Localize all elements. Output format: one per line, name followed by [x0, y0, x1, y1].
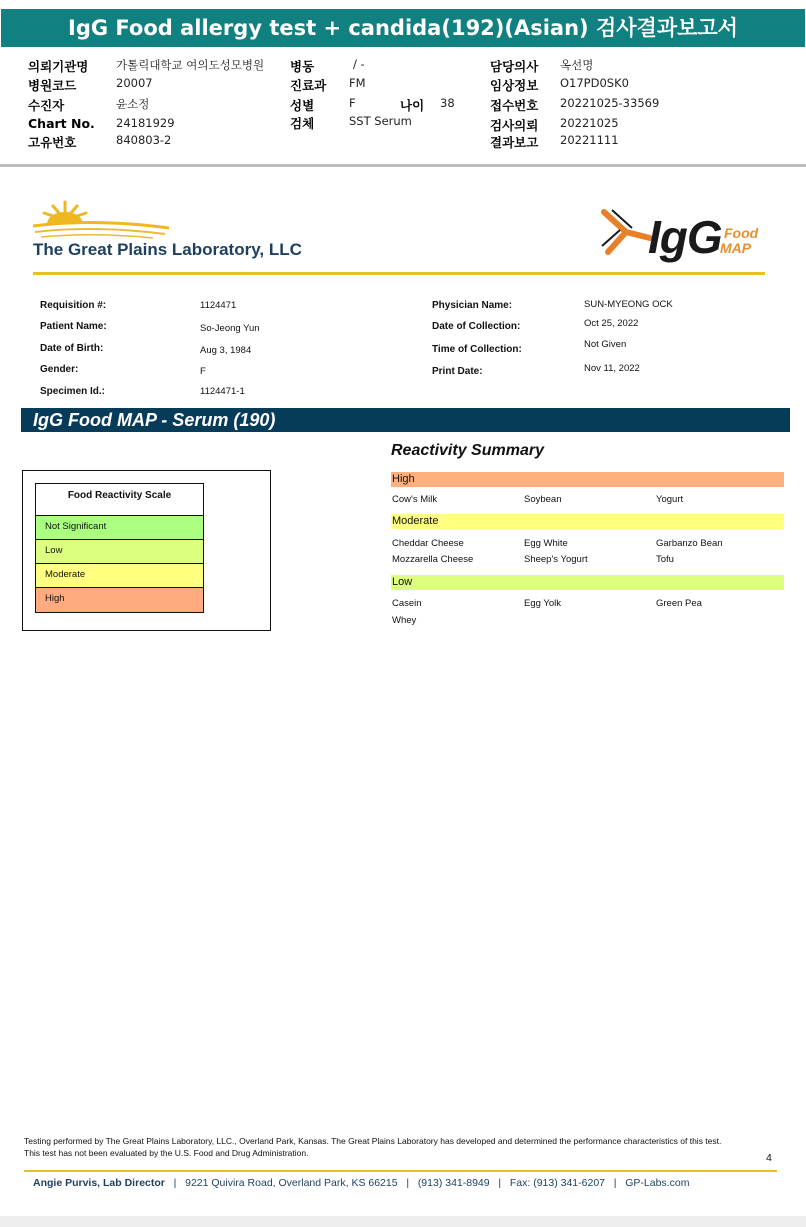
ward-value: / - — [353, 57, 365, 71]
specimen-value: SST Serum — [349, 114, 412, 128]
patient-name-value: So-Jeong Yun — [200, 323, 260, 334]
report-date-label: 결과보고 — [490, 135, 539, 150]
scale-row-low: Low — [36, 540, 203, 564]
lab-phone: (913) 341-8949 — [417, 1177, 490, 1189]
summary-food: Casein — [392, 598, 422, 609]
physician-value: SUN-MYEONG OCK — [584, 299, 673, 310]
lab-name: The Great Plains Laboratory, LLC — [33, 240, 302, 259]
summary-food: Mozzarella Cheese — [392, 554, 474, 565]
age-value: 38 — [440, 96, 455, 110]
summary-food: Egg White — [524, 538, 568, 549]
specimen-label: 검체 — [290, 116, 315, 131]
doctor-value: 옥선명 — [560, 58, 594, 72]
department-value: FM — [349, 76, 366, 90]
sex-label: 성별 — [290, 98, 315, 113]
doctor-label: 담당의사 — [490, 59, 539, 74]
receipt-no-label: 접수번호 — [490, 98, 539, 113]
print-date-label: Print Date: — [432, 366, 483, 377]
page-number: 4 — [766, 1152, 772, 1164]
scale-row-not-significant: Not Significant — [36, 516, 203, 540]
lab-website[interactable]: GP-Labs.com — [625, 1177, 690, 1189]
summary-food: Egg Yolk — [524, 598, 561, 609]
lab-director: Angie Purvis, Lab Director — [33, 1177, 165, 1189]
collection-date-label: Date of Collection: — [432, 321, 521, 332]
institution-value: 가톨릭대학교 여의도성모병원 — [116, 58, 265, 72]
request-date-label: 검사의뢰 — [490, 118, 539, 133]
header-separator — [0, 164, 806, 167]
summary-food: Cheddar Cheese — [392, 538, 464, 549]
antibody-icon — [598, 208, 654, 260]
scale-title: Food Reactivity Scale — [36, 484, 203, 516]
summary-band-low: Low — [391, 575, 784, 590]
scale-row-high: High — [36, 588, 203, 612]
collection-time-value: Not Given — [584, 339, 627, 350]
dob-label: Date of Birth: — [40, 343, 104, 354]
age-label: 나이 — [400, 98, 425, 113]
footer-divider — [24, 1170, 777, 1172]
physician-label: Physician Name: — [432, 300, 513, 311]
summary-food: Garbanzo Bean — [656, 538, 723, 549]
request-date-value: 20221025 — [560, 116, 619, 130]
patient-value: 윤소정 — [116, 97, 150, 111]
specimen-id-label: Specimen Id.: — [40, 386, 106, 397]
clinical-info-label: 임상정보 — [490, 78, 539, 93]
summary-food: Sheep's Yogurt — [524, 554, 588, 565]
map-logo-text: MAP — [720, 240, 752, 256]
gender-label: Gender: — [40, 364, 79, 375]
summary-food: Yogurt — [656, 494, 684, 505]
summary-band-high: High — [391, 472, 784, 487]
summary-food: Tofu — [656, 554, 674, 565]
igg-food-map-logo — [598, 204, 768, 270]
gender-value: F — [200, 366, 206, 377]
lab-address: 9221 Quivira Road, Overland Park, KS 66215 — [185, 1177, 398, 1189]
reactivity-summary-title: Reactivity Summary — [391, 442, 544, 459]
patient-name-label: Patient Name: — [40, 321, 107, 332]
chart-no-value: 24181929 — [116, 116, 175, 130]
footer-disclaimer: Testing performed by The Great Plains Laboratory, LLC., Overland Park, Kansas. The Great Plains Laboratory has developed and determined the performance characteristics of this test. This test has not been evaluated by the U.S. Food and Drug Administration. — [24, 1136, 722, 1158]
institution-label: 의뢰기관명 — [28, 59, 89, 74]
footer-contact: Angie Purvis, Lab Director | 9221 Quivira Road, Overland Park, KS 66215 | (913) 341-8949 | Fax: (913) 341-6207 | GP-Labs.com — [33, 1177, 690, 1189]
hospital-code-value: 20007 — [116, 76, 153, 90]
requisition-label: Requisition #: — [40, 300, 107, 311]
print-date-value: Nov 11, 2022 — [584, 363, 640, 374]
reactivity-scale-table — [35, 483, 204, 613]
igg-logo-text: IgG — [648, 211, 722, 263]
sex-value: F — [349, 96, 356, 110]
chart-no-label: Chart No. — [28, 116, 95, 131]
summary-food: Green Pea — [656, 598, 702, 609]
hospital-code-label: 병원코드 — [28, 78, 77, 93]
food-logo-text: Food — [724, 225, 759, 241]
requisition-value: 1124471 — [200, 300, 237, 311]
summary-band-moderate: Moderate — [391, 514, 784, 529]
section-title: IgG Food MAP - Serum (190) — [21, 408, 790, 432]
report-date-value: 20221111 — [560, 133, 619, 147]
collection-time-label: Time of Collection: — [432, 344, 522, 355]
unique-no-value: 840803-2 — [116, 133, 172, 147]
summary-food: Soybean — [524, 494, 562, 505]
gold-divider — [33, 272, 765, 275]
lab-fax: Fax: (913) 341-6207 — [509, 1177, 606, 1189]
scale-row-moderate: Moderate — [36, 564, 203, 588]
specimen-id-value: 1124471-1 — [200, 386, 245, 397]
patient-label: 수진자 — [28, 98, 65, 113]
page-bottom-strip — [0, 1216, 806, 1227]
dob-value: Aug 3, 1984 — [200, 345, 252, 356]
clinical-info-value: O17PD0SK0 — [560, 76, 629, 90]
summary-food: Whey — [392, 615, 417, 626]
sun-logo-icon — [33, 198, 173, 240]
department-label: 진료과 — [290, 78, 327, 93]
ward-label: 병동 — [290, 59, 315, 74]
collection-date-value: Oct 25, 2022 — [584, 318, 639, 329]
unique-no-label: 고유번호 — [28, 135, 77, 150]
report-title: IgG Food allergy test + candida(192)(Asian) 검사결과보고서 — [1, 9, 805, 47]
summary-food: Cow's Milk — [392, 494, 438, 505]
receipt-no-value: 20221025-33569 — [560, 96, 660, 110]
